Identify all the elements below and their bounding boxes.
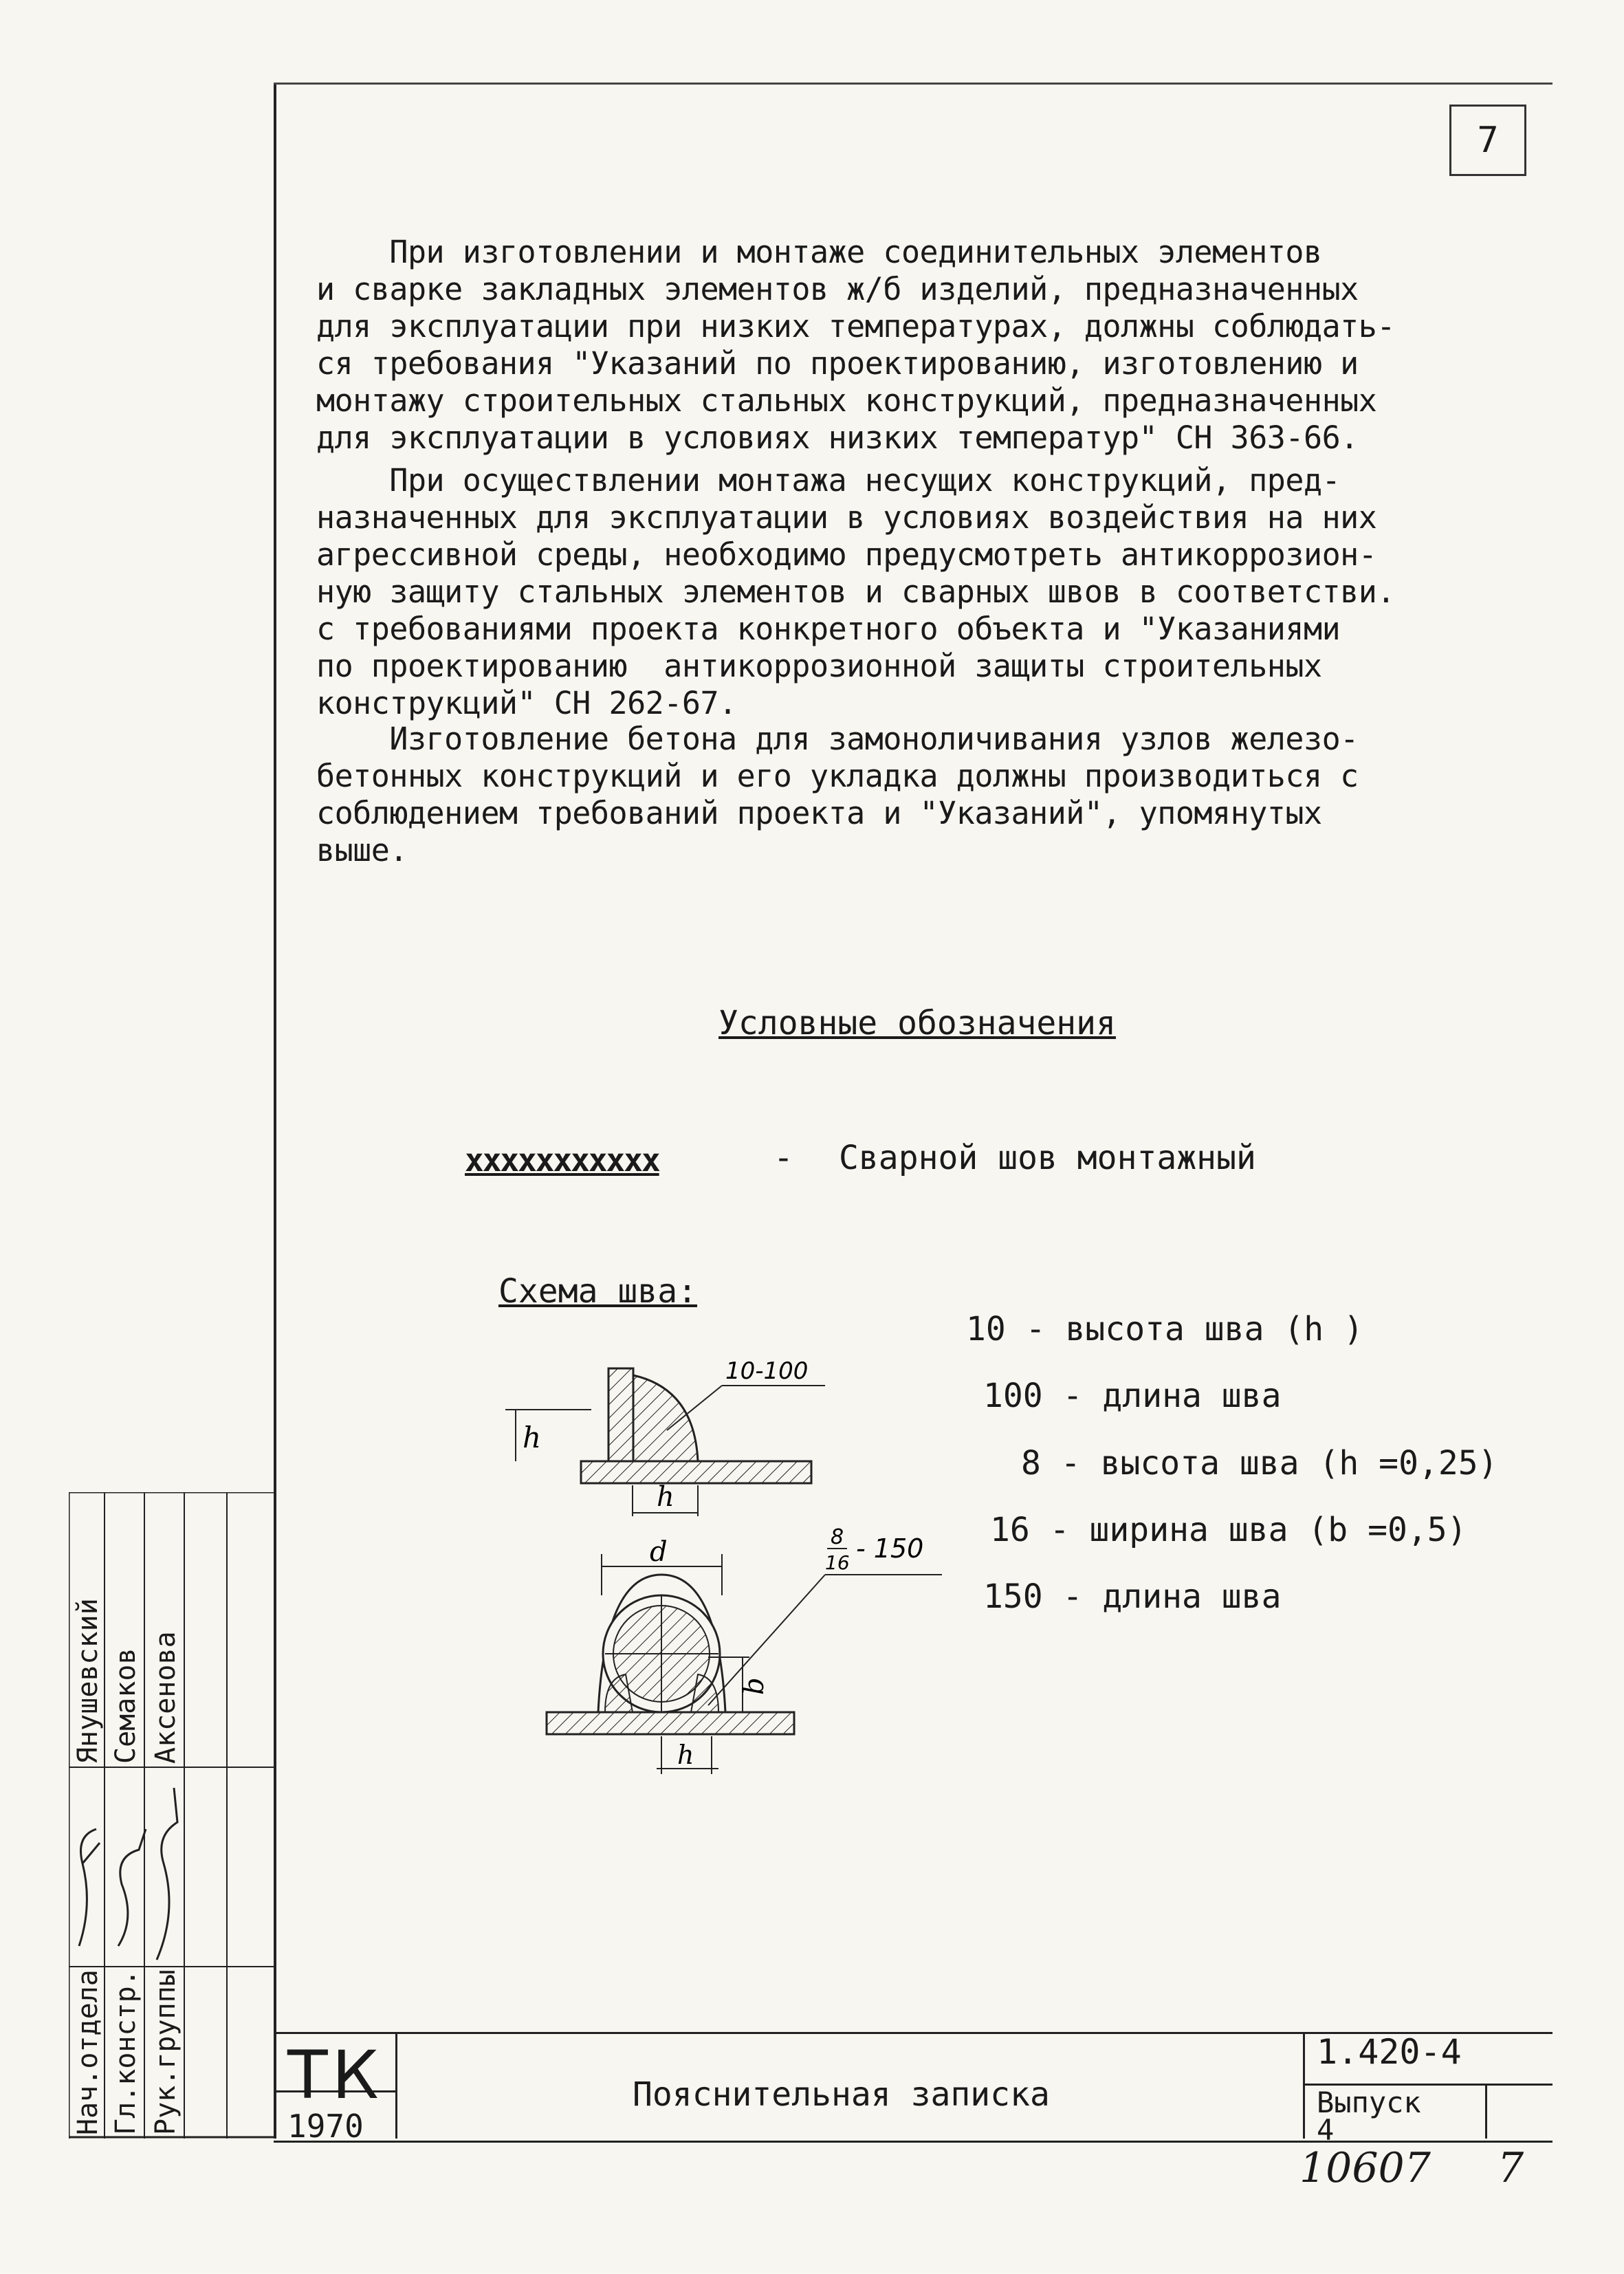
weld-description: Сварной шов монтажный xyxy=(839,1139,1256,1177)
paragraph-2: При осуществлении монтажа несущих конструкций, пред- назначенных для эксплуатации в условиях воздействия на них агрессивной среды, необходимо предусмотреть антикоррозион- ную защиту стальных элементов и сварных швов в соответстви. с требованиями проекта конкретного объекта и "Указаниями по проектированию антикоррозионной защиты строительных конструкций" СН 262-67. xyxy=(316,462,1395,721)
legend-dash: - xyxy=(773,1139,793,1177)
spec-line-5: 150 - длина шва xyxy=(983,1577,1282,1616)
name-yanushevsky: Янушевский xyxy=(72,1598,104,1764)
sheet-number-box: 7 xyxy=(1449,105,1526,176)
weld-symbol: xxxxxxxxxxx xyxy=(465,1141,659,1179)
paragraph-3: Изготовление бетона для замоноличивания узлов железо- бетонных конструкций и его укладка должны производиться с соблюдением требований проекта и "Указаний", упомянутых выше. xyxy=(316,721,1359,868)
schema-label: Схема шва: xyxy=(498,1272,697,1311)
issue-number: 4 xyxy=(1317,2113,1335,2147)
weld-length-label-2: - 150 xyxy=(856,1533,924,1564)
base-plate-1 xyxy=(581,1461,811,1483)
b-dim-label: b xyxy=(738,1677,770,1695)
inventory-number: 10607 xyxy=(1299,2144,1431,2192)
role-group-leader: Рук.группы xyxy=(150,1969,182,2135)
fraction-bottom: 16 xyxy=(825,1551,850,1574)
spec-line-1: 10 - высота шва (h ) xyxy=(966,1310,1363,1348)
legend-heading: Условные обозначения xyxy=(718,1004,1116,1042)
signature-2 xyxy=(118,1829,146,1946)
base-plate-2 xyxy=(547,1712,794,1734)
approval-block xyxy=(69,1492,275,2139)
role-chief-designer: Гл.констр. xyxy=(110,1969,142,2135)
spec-line-2: 100 - длина шва xyxy=(983,1377,1282,1415)
h-dim-label-3: h xyxy=(677,1740,694,1770)
spec-line-3: 8 - высота шва (h =0,25) xyxy=(1021,1444,1498,1483)
weld-schema-drawing xyxy=(502,1348,949,1815)
series-code: 1.420-4 xyxy=(1317,2032,1462,2072)
vertical-bar xyxy=(608,1368,633,1461)
issue-label-text: Выпуск xyxy=(1317,2086,1421,2119)
paragraph-1: При изготовлении и монтаже соединительных элементов и сварке закладных элементов ж/б изделий, предназначенных для эксплуатации при низких температурах, должны соблюдать- ся требования "Указаний по проектированию, изготовлению и монтажу строительных стальных конструкций, предназначенных для эксплуатации в условиях низких температур" СН 363-66. xyxy=(316,234,1395,456)
fillet-weld xyxy=(633,1375,698,1461)
weld-length-label-1: 10-100 xyxy=(725,1357,809,1385)
document-title: Пояснительная записка xyxy=(633,2075,1050,2114)
year: 1970 xyxy=(287,2108,364,2145)
spec-line-4: 16 - ширина шва (b =0,5) xyxy=(990,1511,1467,1549)
frame-top-border xyxy=(274,83,1552,85)
d-dim-label: d xyxy=(650,1536,668,1568)
signature-3 xyxy=(157,1788,177,1960)
organization-mark: ТК xyxy=(287,2037,383,2114)
signature-1 xyxy=(79,1829,100,1946)
name-semakov: Семаков xyxy=(110,1648,142,1764)
h-dim-label-2: h xyxy=(657,1481,674,1513)
name-aksenova: Аксенова xyxy=(150,1631,182,1764)
issue-label xyxy=(1317,2086,1421,2147)
fraction-top: 8 xyxy=(831,1525,844,1549)
h-dim-label-1: h xyxy=(523,1421,542,1454)
page-number: 7 xyxy=(1497,2144,1524,2192)
role-head-of-department: Нач.отдела xyxy=(72,1969,104,2135)
